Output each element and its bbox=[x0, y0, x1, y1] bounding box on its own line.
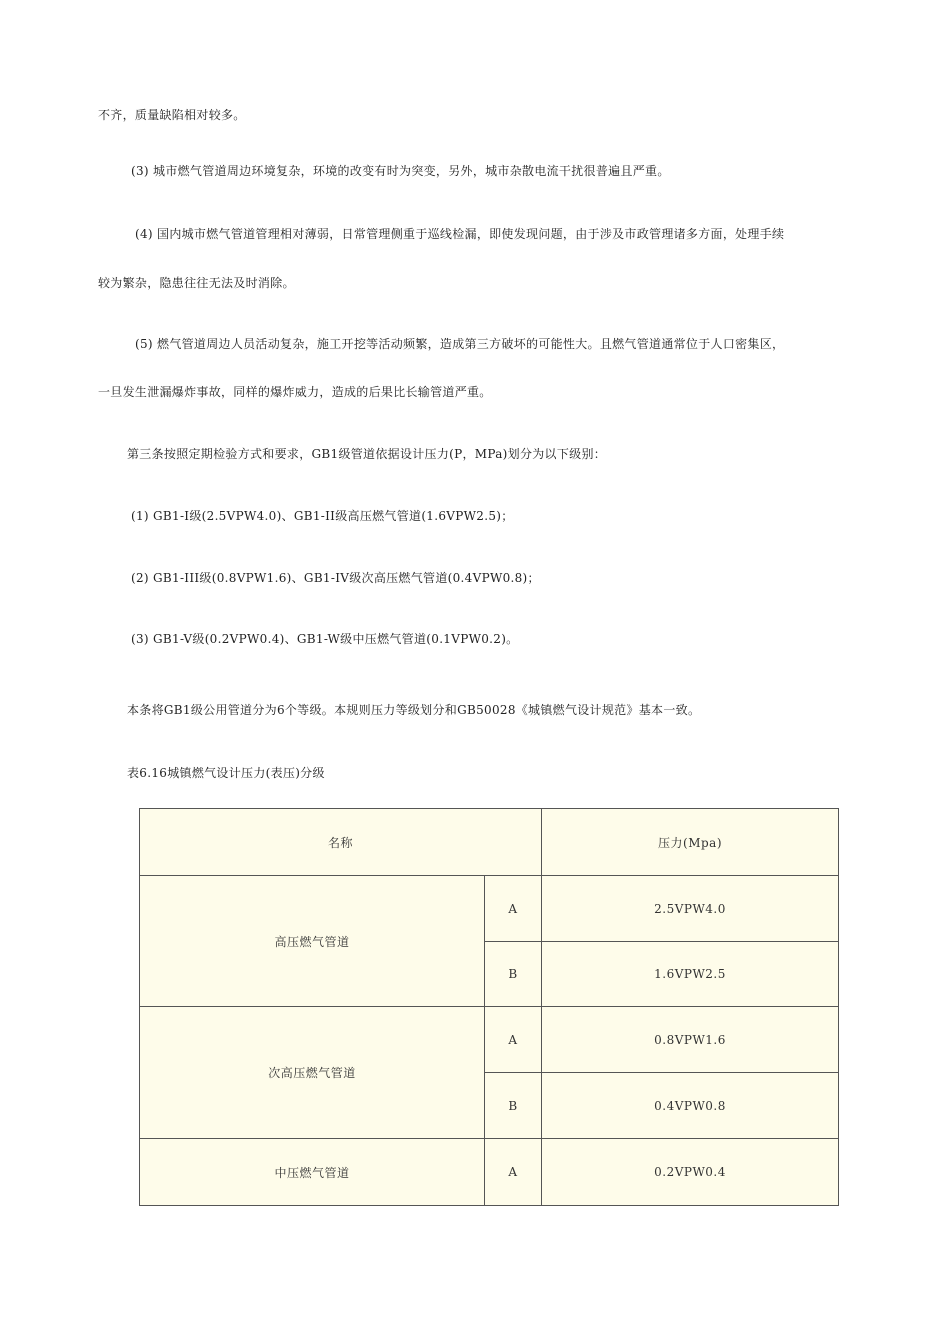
pressure-class-table bbox=[139, 808, 839, 1206]
article-note: 本条将GB1级公用管道分为6个等级。本规则压力等级划分和GB50028《城镇燃气设计规范》基本一致。 bbox=[127, 703, 701, 717]
paragraph-continuation: 不齐，质量缺陷相对较多。 bbox=[98, 108, 246, 122]
table-caption: 表6.16城镇燃气设计压力(表压)分级 bbox=[127, 766, 325, 780]
paragraph-item-5-line2: 一旦发生泄漏爆炸事故，同样的爆炸威力，造成的后果比长输管道严重。 bbox=[98, 385, 492, 399]
level-item-1: (1) GB1-I级(2.5VPW4.0)、GB1-II级高压燃气管道(1.6VPW2.5)； bbox=[131, 509, 514, 523]
pressure-value: 2.5VPW4.0 bbox=[542, 876, 839, 942]
paragraph-item-5-line1: (5) 燃气管道周边人员活动复杂，施工开挖等活动频繁，造成第三方破坏的可能性大。且燃气管道通常位于人口密集区， bbox=[135, 337, 785, 351]
article-three: 第三条按照定期检验方式和要求，GB1级管道依据设计压力(P，MPa)划分为以下级别： bbox=[127, 447, 607, 461]
pressure-value: 0.4VPW0.8 bbox=[542, 1073, 839, 1139]
table-header-row bbox=[140, 809, 839, 876]
header-pressure-cell: 压力(Mpa) bbox=[542, 809, 839, 876]
high-pressure-name: 高压燃气管道 bbox=[140, 876, 485, 1007]
table-row bbox=[140, 876, 839, 942]
grade-label: A bbox=[485, 876, 542, 942]
grade-label: A bbox=[485, 1007, 542, 1073]
level-item-2: (2) GB1-III级(0.8VPW1.6)、GB1-IV级次高压燃气管道(0.4VPW0.8)； bbox=[131, 571, 540, 585]
paragraph-item-3: (3) 城市燃气管道周边环境复杂，环境的改变有时为突变，另外，城市杂散电流干扰很普遍且严重。 bbox=[131, 164, 670, 178]
medium-pressure-name: 中压燃气管道 bbox=[140, 1139, 485, 1206]
level-item-3: (3) GB1-V级(0.2VPW0.4)、GB1-W级中压燃气管道(0.1VPW0.2)。 bbox=[131, 632, 519, 646]
header-name-cell: 名称 bbox=[140, 809, 542, 876]
pressure-value: 0.2VPW0.4 bbox=[542, 1139, 839, 1206]
grade-label: B bbox=[485, 942, 542, 1007]
grade-label: B bbox=[485, 1073, 542, 1139]
paragraph-item-4-line2: 较为繁杂，隐患往往无法及时消除。 bbox=[98, 276, 295, 290]
table-row bbox=[140, 1007, 839, 1073]
pressure-value: 1.6VPW2.5 bbox=[542, 942, 839, 1007]
subhigh-pressure-name: 次高压燃气管道 bbox=[140, 1007, 485, 1139]
pressure-value: 0.8VPW1.6 bbox=[542, 1007, 839, 1073]
grade-label: A bbox=[485, 1139, 542, 1206]
paragraph-item-4-line1: (4) 国内城市燃气管道管理相对薄弱，日常管理侧重于巡线检漏，即使发现问题，由于涉及市政管理诸多方面，处理手续 bbox=[135, 227, 785, 241]
table-row bbox=[140, 1139, 839, 1206]
